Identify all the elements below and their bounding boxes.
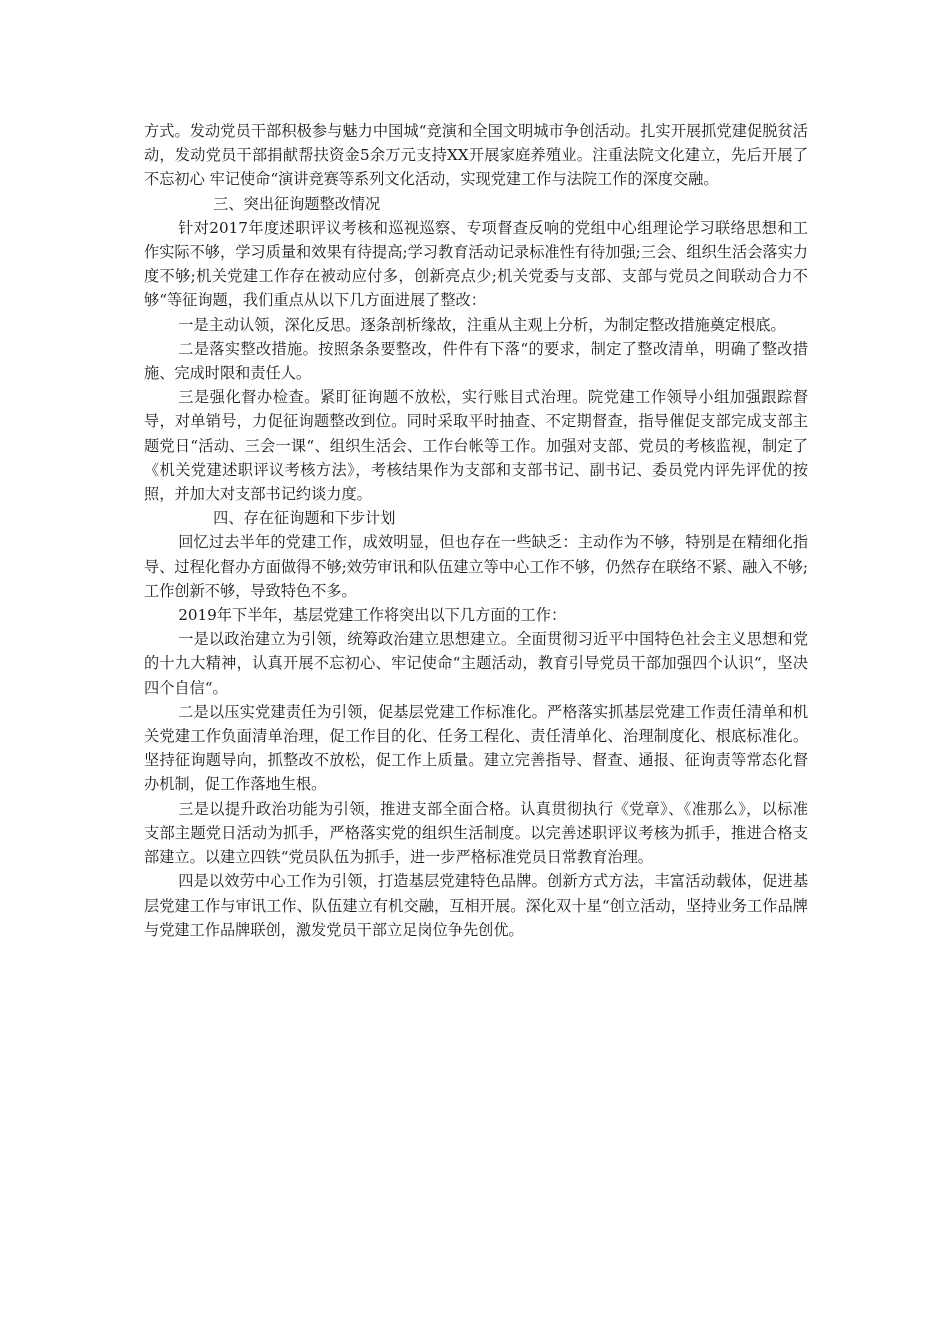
paragraph-review: 回忆过去半年的党建工作，成效明显，但也存在一些缺乏：主动作为不够，特别是在精细化指导、过程化督办方面做得不够;效劳审讯和队伍建立等中心工作不够，仍然存在联络不紧、融入不够;工作创新不够，导致特色不多。 <box>144 533 808 600</box>
section-heading-3: 三、突出征询题整改情况 <box>213 194 381 213</box>
paragraph-continuation: 方式。发动党员干部积极参与魅力中国城“竞演和全国文明城市争创活动。扎实开展抓党建促脱贫活动，发动党员干部捐献帮扶资金5余万元支持XX开展家庭养殖业。注重法院文化建立，先后开展了不忘初心 牢记使命“演讲竞赛等系列文化活动，实现党建工作与法院工作的深度交融。 <box>144 122 808 189</box>
paragraph-plan-3: 三是以提升政治功能为引领，推进支部全面合格。认真贯彻执行《党章》、《准那么》，以标准支部主题党日活动为抓手，严格落实党的组织生活制度。以完善述职评议考核为抓手，推进合格支部建立。以建立四铁“党员队伍为抓手，进一步严格标准党员日常教育治理。 <box>144 799 808 867</box>
paragraph-plan-intro: 2019年下半年，基层党建工作将突出以下几方面的工作： <box>178 606 567 625</box>
section-heading-4: 四、存在征询题和下步计划 <box>213 509 396 528</box>
paragraph-plan-1: 一是以政治建立为引领，统筹政治建立思想建立。全面贯彻习近平中国特色社会主义思想和党的十九大精神，认真开展不忘初心、牢记使命“主题活动，教育引导党员干部加强四个认识“，坚决四个自信“。 <box>144 630 808 697</box>
paragraph-plan-4: 四是以效劳中心工作为引领，打造基层党建特色品牌。创新方式方法，丰富活动载体，促进基层党建工作与审讯工作、队伍建立有机交融，互相开展。深化双十星“创立活动，坚持业务工作品牌与党建工作品牌联创，激发党员干部立足岗位争先创优。 <box>144 872 808 939</box>
paragraph-rectification-intro: 针对2017年度述职评议考核和巡视巡察、专项督查反响的党组中心组理论学习联络思想和工作实际不够，学习质量和效果有待提高;学习教育活动记录标准性有待加强;三会、组织生活会落实力度不够;机关党建工作存在被动应付多，创新亮点少;机关党委与支部、支部与党员之间联动合力不够“等征询题，我们重点从以下几方面进展了整改： <box>144 218 808 310</box>
paragraph-item-1: 一是主动认领，深化反思。逐条剖析缘故，注重从主观上分析，为制定整改措施奠定根底。 <box>178 315 786 334</box>
paragraph-plan-2: 二是以压实党建责任为引领，促基层党建工作标准化。严格落实抓基层党建工作责任清单和机关党建工作负面清单治理，促工作目的化、任务工程化、责任清单化、治理制度化、根底标准化。坚持征询题导向，抓整改不放松，促工作上质量。建立完善指导、督查、通报、征询责等常态化督办机制，促工作落地生根。 <box>144 702 808 794</box>
paragraph-item-3: 三是强化督办检查。紧盯征询题不放松，实行账目式治理。院党建工作领导小组加强跟踪督导，对单销号，力促征询题整改到位。同时采取平时抽查、不定期督查，指导催促支部完成支部主题党日“活动、三会一课“、组织生活会、工作台帐等工作。加强对支部、党员的考核监视，制定了《机关党建述职评议考核方法》，考核结果作为支部和支部书记、副书记、委员党内评先评优的按照，并加大对支部书记约谈力度。 <box>144 388 808 504</box>
paragraph-item-2: 二是落实整改措施。按照条条要整改，件件有下落“的要求，制定了整改清单，明确了整改措施、完成时限和责任人。 <box>144 339 808 383</box>
document-page <box>144 119 808 942</box>
